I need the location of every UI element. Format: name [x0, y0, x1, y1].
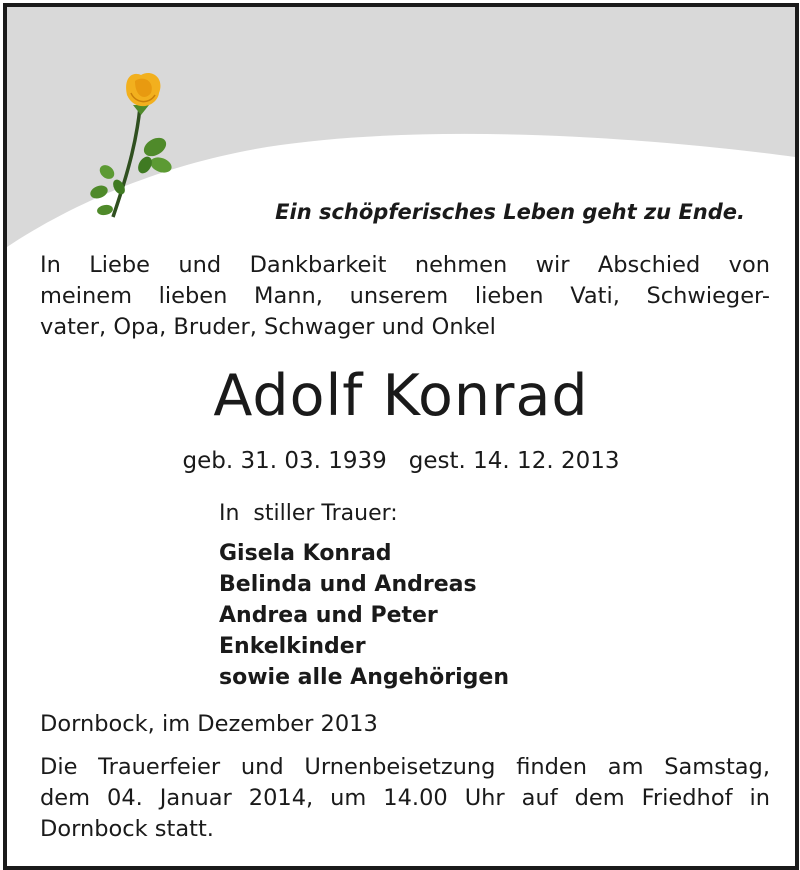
intro-line: vater, Opa, Bruder, Schwager und Onkel [40, 314, 496, 340]
mourner-name: Enkelkinder [219, 634, 366, 659]
birth-date: geb. 31. 03. 1939 [182, 448, 387, 474]
funeral-notice [40, 752, 770, 845]
funeral-line: Dornbock statt. [40, 816, 214, 842]
life-dates [7, 448, 795, 474]
mourner-name: Belinda und Andreas [219, 572, 477, 597]
motto-heading: Ein schöpferisches Leben geht zu Ende. [275, 200, 745, 224]
mourner-name: sowie alle Angehörigen [219, 665, 510, 690]
intro-line: meinem lieben Mann, unserem lieben Vati, Schwieger- [40, 283, 770, 309]
mourner-name: Andrea und Peter [219, 603, 438, 628]
funeral-line: Die Trauerfeier und Urnenbeisetzung finden am Samstag, [40, 754, 770, 780]
obituary-card [3, 3, 799, 870]
place-date: Dornbock, im Dezember 2013 [40, 711, 378, 737]
death-date: gest. 14. 12. 2013 [408, 448, 620, 474]
intro-paragraph [40, 250, 770, 343]
mourner-name: Gisela Konrad [219, 541, 392, 566]
rose-icon [85, 67, 185, 227]
intro-line: In Liebe und Dankbarkeit nehmen wir Abschied von [40, 252, 770, 278]
mourners-list [219, 538, 509, 693]
mourning-heading: In stiller Trauer: [219, 501, 398, 526]
deceased-name: Adolf Konrad [213, 363, 589, 429]
funeral-line: dem 04. Januar 2014, um 14.00 Uhr auf dem Friedhof in [40, 785, 770, 811]
